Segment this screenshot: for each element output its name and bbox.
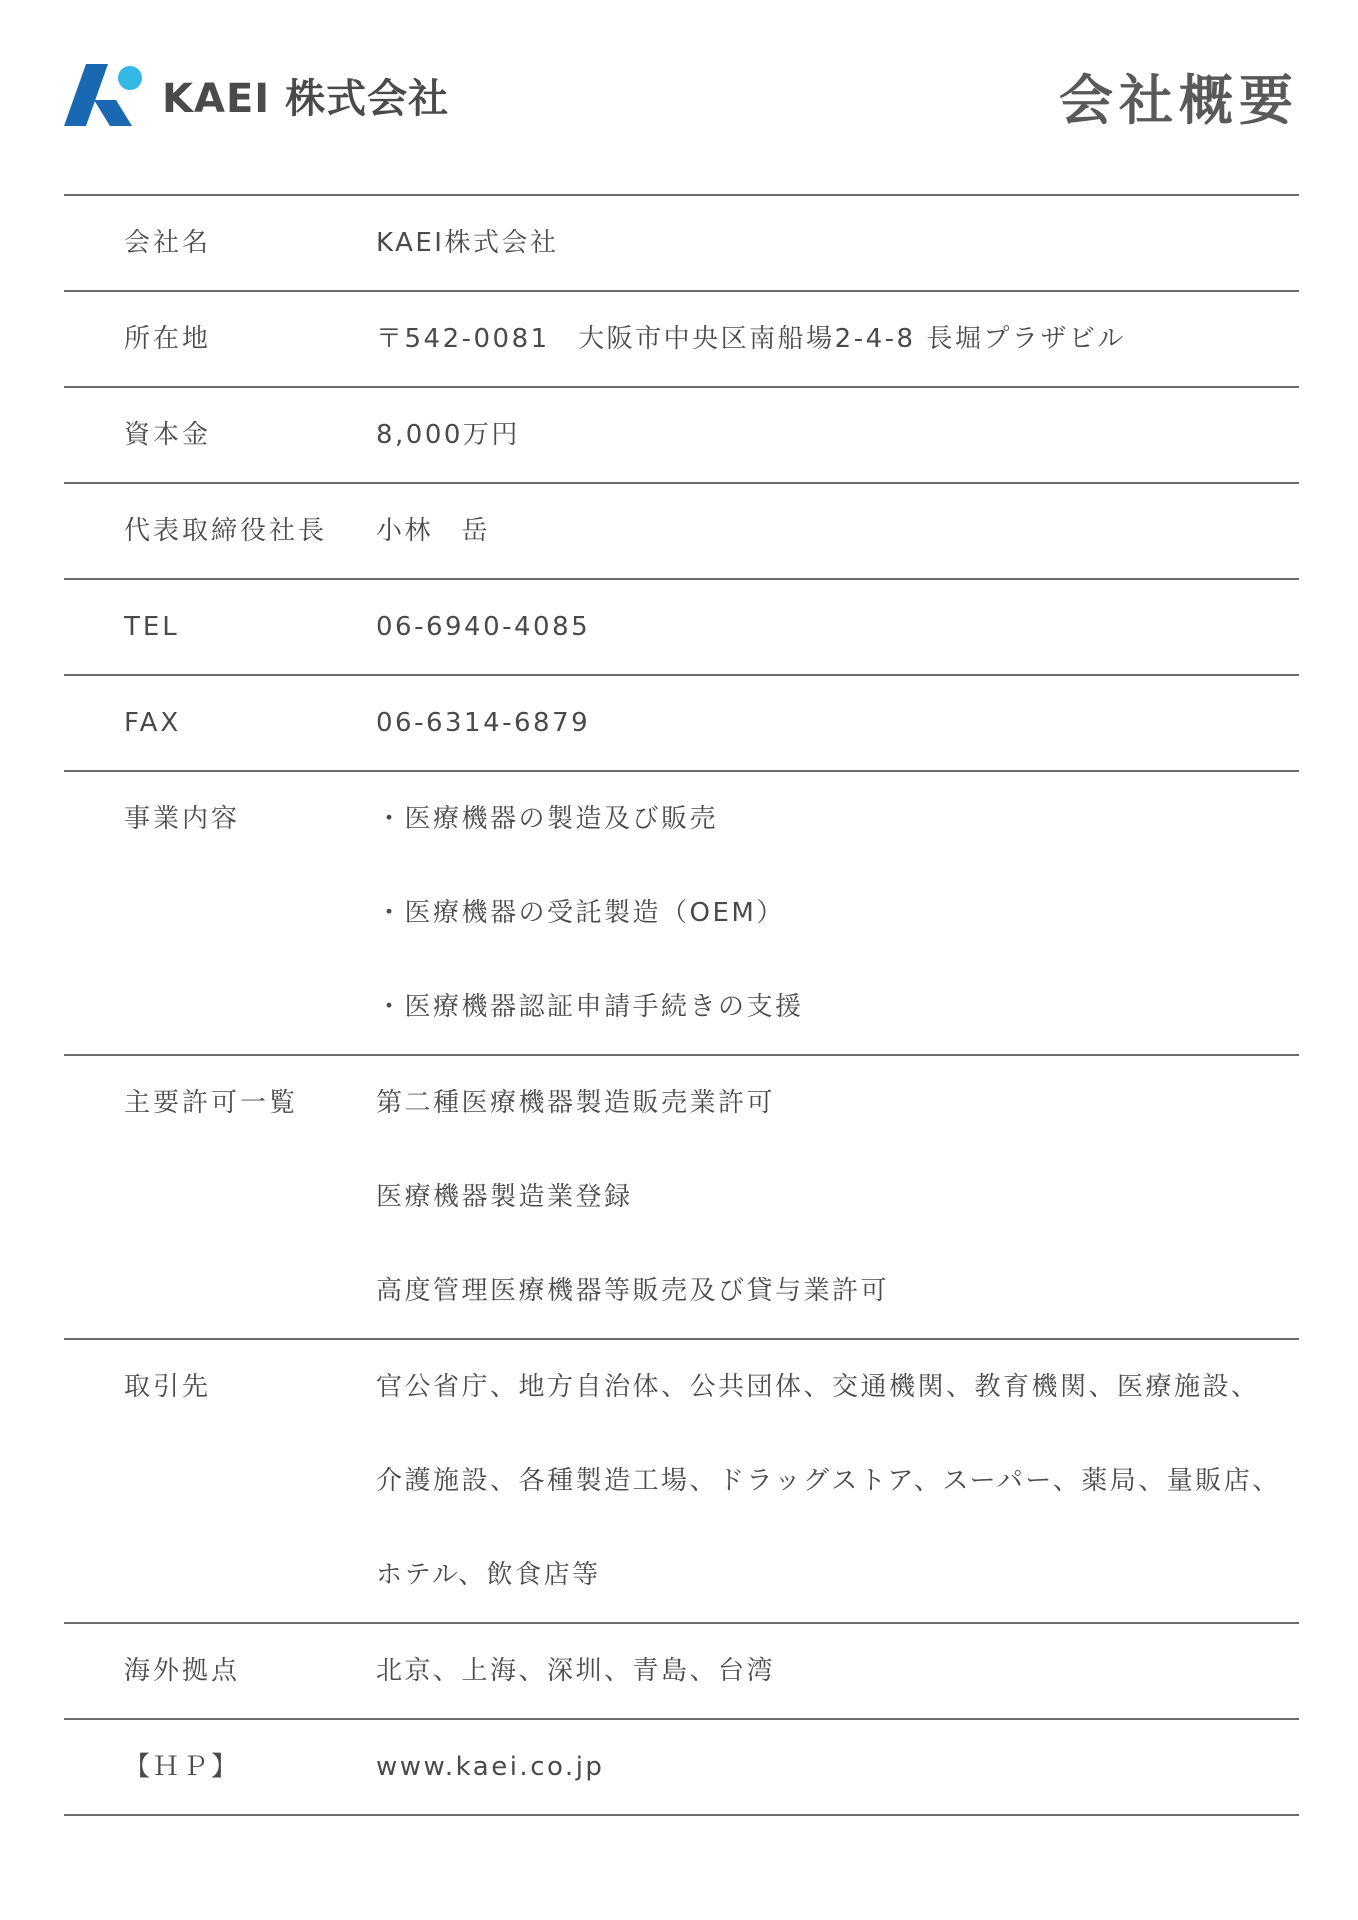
row-president [64, 484, 1299, 580]
list-item: 官公省庁、地方自治体、公共団体、交通機関、教育機関、医療施設、 [376, 1372, 1260, 1402]
row-values [376, 484, 1299, 578]
row-label: 海外拠点 [124, 1656, 241, 1686]
fax-number: 06-6314-6879 [376, 708, 591, 738]
row-label: 資本金 [124, 420, 212, 450]
header [64, 56, 1299, 136]
list-item: 第二種医療機器製造販売業許可 [376, 1088, 776, 1118]
row-company-name [64, 196, 1299, 292]
row-value: 小林 岳 [376, 516, 491, 546]
row-values [376, 196, 1299, 290]
list-item: ・医療機器認証申請手続きの支援 [376, 992, 804, 1022]
row-values [376, 772, 1299, 1054]
row-capital [64, 388, 1299, 484]
row-licenses [64, 1056, 1299, 1340]
row-overseas [64, 1624, 1299, 1720]
row-value: 8,000万円 [376, 420, 520, 450]
row-label: FAX [124, 708, 182, 738]
row-fax [64, 676, 1299, 772]
row-label: 代表取締役社長 [124, 516, 328, 546]
list-item: ホテル、飲食店等 [376, 1560, 601, 1590]
row-values [376, 388, 1299, 482]
row-clients [64, 1340, 1299, 1624]
row-value: 北京、上海、深圳、青島、台湾 [376, 1656, 776, 1686]
row-values [376, 1720, 1299, 1814]
list-item: 高度管理医療機器等販売及び貸与業許可 [376, 1276, 890, 1306]
row-values [376, 676, 1299, 770]
list-item: 介護施設、各種製造工場、ドラッグストア、スーパー、薬局、量販店、 [376, 1466, 1281, 1496]
page-title: 会社概要 [1059, 69, 1299, 132]
row-tel [64, 580, 1299, 676]
tel-number: 06-6940-4085 [376, 612, 591, 642]
row-label: 【ＨＰ】 [124, 1752, 241, 1782]
row-values [376, 1340, 1299, 1622]
company-logo-text: KAEI 株式会社 [162, 75, 450, 122]
row-label: 主要許可一覧 [124, 1088, 299, 1118]
row-business [64, 772, 1299, 1056]
row-values [376, 1624, 1299, 1718]
row-values [376, 1056, 1299, 1338]
homepage-link[interactable]: www.kaei.co.jp [376, 1752, 605, 1782]
list-item: 医療機器製造業登録 [376, 1182, 633, 1212]
row-label: 事業内容 [124, 804, 241, 834]
row-value: KAEI株式会社 [376, 228, 559, 258]
row-values [376, 292, 1299, 386]
row-label: 取引先 [124, 1372, 212, 1402]
row-label: 会社名 [124, 228, 212, 258]
row-address [64, 292, 1299, 388]
company-logo [64, 64, 449, 126]
row-label: TEL [124, 612, 180, 642]
list-item: ・医療機器の受託製造（OEM） [376, 898, 785, 928]
row-values [376, 580, 1299, 674]
row-homepage [64, 1720, 1299, 1816]
company-info-table [64, 194, 1299, 1816]
row-value: 〒542-0081 大阪市中央区南船場2-4-8 長堀プラザビル [376, 324, 1126, 354]
row-label: 所在地 [124, 324, 212, 354]
kaei-logo-icon [64, 64, 146, 126]
list-item: ・医療機器の製造及び販売 [376, 804, 719, 834]
